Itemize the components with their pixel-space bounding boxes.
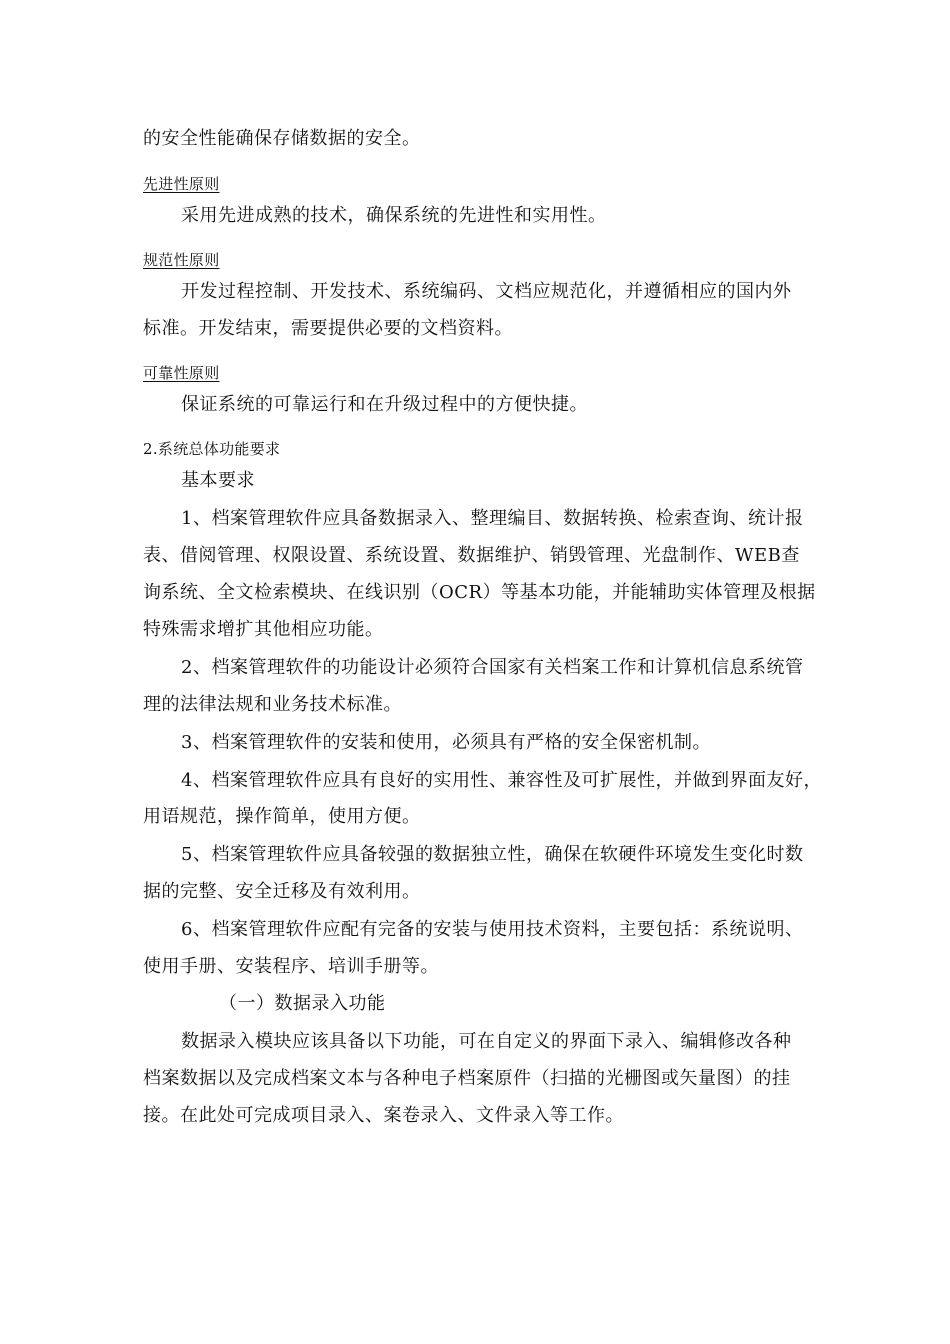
paragraph-line: 询系统、全文检索模块、在线识别（OCR）等基本功能，并能辅助实体管理及根据 bbox=[143, 582, 816, 603]
paragraph-line: 1、档案管理软件应具备数据录入、整理编目、数据转换、检索查询、统计报 bbox=[181, 508, 804, 529]
paragraph-line: 6、档案管理软件应配有完备的安装与使用技术资料，主要包括：系统说明、 bbox=[181, 919, 804, 940]
paragraph-line: 的安全性能确保存储数据的安全。 bbox=[143, 128, 421, 149]
paragraph-line: 4、档案管理软件应具有良好的实用性、兼容性及可扩展性，并做到界面友好， bbox=[181, 770, 822, 791]
subsection-heading-data-entry: （一）数据录入功能 bbox=[219, 993, 386, 1014]
paragraph-line: 特殊需求增扩其他相应功能。 bbox=[143, 619, 384, 640]
paragraph-line: 表、借阅管理、权限设置、系统设置、数据维护、销毁管理、光盘制作、WEB查 bbox=[143, 545, 800, 566]
paragraph-line: 接。在此处可完成项目录入、案卷录入、文件录入等工作。 bbox=[143, 1105, 624, 1126]
paragraph-line: 开发过程控制、开发技术、系统编码、文档应规范化，并遵循相应的国内外 bbox=[181, 281, 792, 302]
paragraph-line: 2、档案管理软件的功能设计必须符合国家有关档案工作和计算机信息系统管 bbox=[181, 657, 804, 678]
subsection-heading-basic: 基本要求 bbox=[181, 470, 255, 491]
paragraph-line: 理的法律法规和业务技术标准。 bbox=[143, 694, 402, 715]
paragraph-line: 保证系统的可靠运行和在升级过程中的方便快捷。 bbox=[181, 394, 588, 415]
paragraph-line: 使用手册、安装程序、培训手册等。 bbox=[143, 956, 439, 977]
section-heading-advanced: 先进性原则 bbox=[143, 175, 220, 193]
section-heading-standard: 规范性原则 bbox=[143, 251, 220, 269]
paragraph-line: 5、档案管理软件应具备较强的数据独立性，确保在软硬件环境发生变化时数 bbox=[181, 844, 804, 865]
paragraph-line: 3、档案管理软件的安装和使用，必须具有严格的安全保密机制。 bbox=[181, 732, 711, 753]
paragraph-line: 用语规范，操作简单，使用方便。 bbox=[143, 806, 421, 827]
section-heading-overall-requirements: 2.系统总体功能要求 bbox=[143, 440, 281, 458]
section-heading-reliable: 可靠性原则 bbox=[143, 364, 220, 382]
paragraph-line: 据的完整、安全迁移及有效利用。 bbox=[143, 881, 421, 902]
paragraph-line: 标准。开发结束，需要提供必要的文档资料。 bbox=[143, 318, 513, 339]
paragraph-line: 数据录入模块应该具备以下功能，可在自定义的界面下录入、编辑修改各种 bbox=[181, 1031, 792, 1052]
paragraph-line: 档案数据以及完成档案文本与各种电子档案原件（扫描的光栅图或矢量图）的挂 bbox=[143, 1068, 791, 1089]
paragraph-line: 采用先进成熟的技术，确保系统的先进性和实用性。 bbox=[181, 205, 607, 226]
